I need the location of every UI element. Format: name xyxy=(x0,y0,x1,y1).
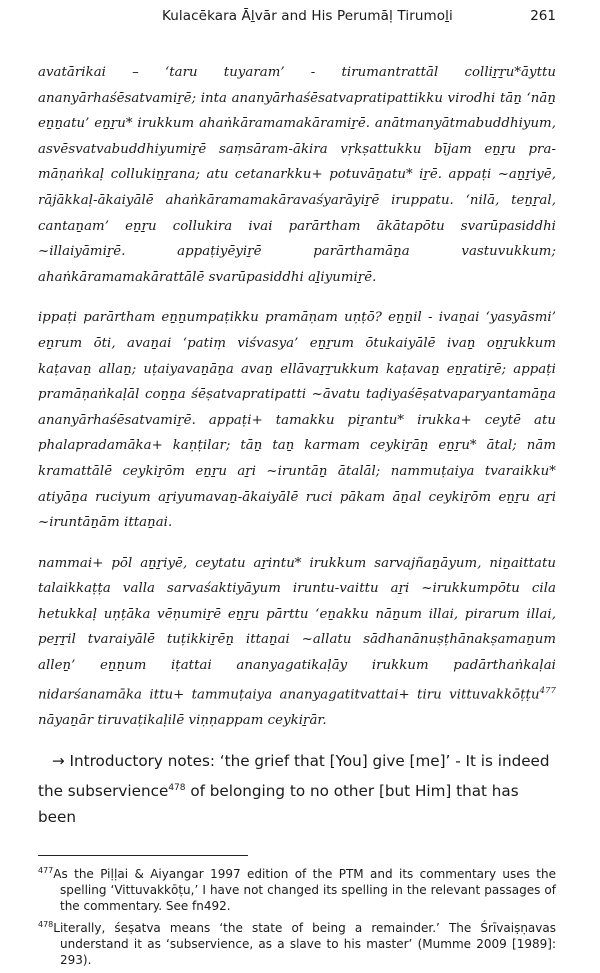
footnote-477 xyxy=(38,863,556,914)
page-number: 261 xyxy=(530,8,556,24)
transliteration-paragraph-2: ippaṭi parārtham eṉṉumpaṭikku pramāṇam uṇṭō? eṉṉil - ivaṉai ‘yasyāsmi’ eṉrum ōti, avaṉai ‘patiṃ viśvasya’ eṉṟum ōtukaiyālē ivaṉ oṉṟukkum kaṭavaṉ allaṉ; uṭaiyavaṉāṉa avaṉ ellāvaṟṟukkum kaṭavaṉ eṉṟatiṟē; appaṭi pramāṇaṅkaḷāl coṉṉa śēṣatvapratipatti ~āvatu taḍiyaśēṣatvaparyantamāṉa ananyārhaśēsatvamiṟē. appaṭi+ tamakku piṟantu* irukka+ ceytē atu phalapradamāka+ kaṇṭilar; tāṉ taṉ karmam ceykiṟāṉ eṉṟu* ātal; nām kramattālē ceykiṟōm eṉṟu aṟi ~iruntāṉ ātalāl; nammuṭaiya tvaraikku* atiyāṉa ruciyum aṟiyumavaṉ-ākaiyālē ruci pākam āṉal ceykiṟōm eṉṟu aṟi ~iruntāṉām ittaṉai. xyxy=(38,310,556,531)
footnote-divider xyxy=(38,855,248,856)
notes-lead: → Introductory notes: ‘the grief that [You] give [me]’ - It is indeed the subservience xyxy=(38,752,550,800)
footnote-number: 477 xyxy=(38,866,54,875)
paragraph-3-tail: nāyaṉār tiruvaṭikaḷilē viṇṇappam ceykiṟār. xyxy=(38,712,327,728)
body-text xyxy=(38,60,556,831)
footnotes xyxy=(38,863,556,971)
transliteration-paragraph-1: avatārikai – ‘taru tuyaram’ - tirumantrattāl colliṟṟu*āyttu ananyārhaśēsatvamiṟē; inta ananyārhaśēsatvapratipattikku virodhi tāṉ ‘nāṉ eṉṉatu’ eṉṟu* irukkum ahaṅkāramamakāramiṟē. anātmanyātmabuddhiyum, asvēsvatvabuddhiyumiṟē saṃsāram-ākira vṛkṣattukku bījam eṉṟu pra-māṇaṅkaḷ collukiṉṟana; atu cetanarkku+ potuvāṉatu* iṟē. appaṭi ~aṉṟiyē, rājākkaḷ-ākaiyālē ahaṅkāramamakāravaśyarāyiṟē iruppatu. ‘nilā, teṉṟal, cantaṉam’ eṉṟu collukira ivai parārtham ākātapōtu svarūpasiddhi ~illaiyāmiṟē. appaṭiyēyiṟē parārthamāṉa vastuvukkum; ahaṅkāramamakārattālē svarūpasiddhi aḻiyumiṟē. xyxy=(38,65,556,285)
footnote-text: As the Piḷḷai & Aiyangar 1997 edition of the PTM and its commentary uses the spelling ‘Vittuvakkōṭu,’ I have not changed its spelling in the relevant passages of the commentary. See fn492. xyxy=(53,867,556,913)
notes-tail: of belonging to no other [but Him] that has been xyxy=(38,781,519,827)
footnote-478 xyxy=(38,917,556,968)
introductory-notes xyxy=(38,748,556,831)
footnote-number: 478 xyxy=(38,920,54,929)
footnote-text: Literally, śeṣatva means ‘the state of being a remainder.’ The Śrīvaiṣṇavas understand it as ‘subservience, as a slave to his master’ (Mumme 2009 [1989]: 293). xyxy=(53,921,556,967)
transliteration-paragraph-3 xyxy=(38,551,556,734)
footnote-ref-477: 477 xyxy=(539,685,556,696)
paragraph-3-text: nammai+ pōl aṉṟiyē, ceytatu aṟintu* irukkum sarvajñaṉāyum, niṉaittatu talaikkaṭṭa valla sarvaśaktiyāyum iruntu-vaittu aṟi ~irukkumpōtu cila hetukkaḷ uṇṭāka vēṇumiṟē eṉṟu pārttu ‘eṉakku nāṉum illai, pirarum illai, peṟṟil tvaraiyālē tuṭikkiṟēṉ ittaṉai ~allatu sādhanānuṣṭhānakṣamaṉum alleṉ’ eṉṉum iṭattai ananyagatikaḷāy irukkum padārthaṅkaḷai nidarśanamāka ittu+ tammuṭaiya ananyagatitvattai+ tiru vittuvakkōṭṭu xyxy=(38,555,556,703)
footnote-ref-478: 478 xyxy=(168,782,186,793)
running-title: Kulacēkara Āḻvār and His Perumāḷ Tirumoḻi xyxy=(162,8,453,24)
running-header xyxy=(38,0,556,24)
